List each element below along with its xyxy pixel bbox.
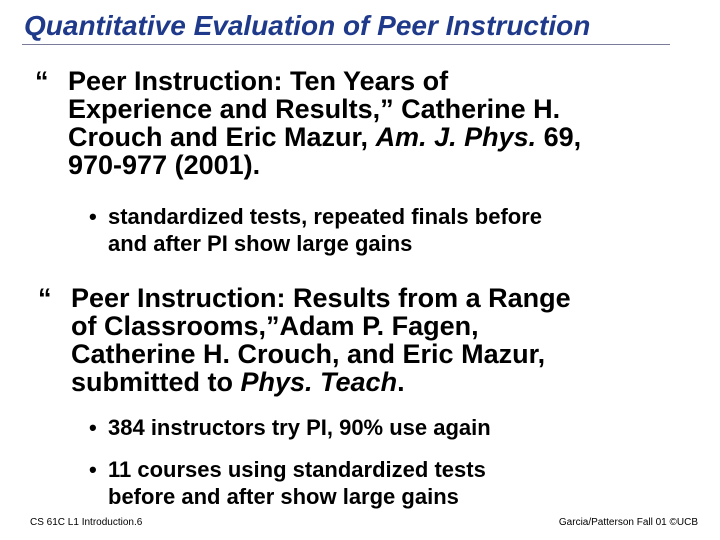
bullet-text-line: 11 courses using standardized tests xyxy=(108,457,486,482)
title-divider xyxy=(22,44,670,45)
bullet-marker: • xyxy=(89,415,97,440)
bullet-item xyxy=(89,456,486,510)
reference-1 xyxy=(35,66,582,180)
footer-left: CS 61C L1 Introduction.6 xyxy=(30,517,143,528)
open-quote: “ xyxy=(38,283,52,313)
bullet-marker: • xyxy=(89,204,97,229)
footer-right: Garcia/Patterson Fall 01 ©UCB xyxy=(558,517,698,528)
bullet-text-line: before and after show large gains xyxy=(108,484,459,509)
reference-2-line-4: submitted to Phys. Teach. xyxy=(71,367,405,397)
journal-name: Phys. Teach xyxy=(240,367,398,397)
reference-1-line-4: 970-977 (2001). xyxy=(68,150,261,180)
bullet-text-line: 384 instructors try PI, 90% use again xyxy=(108,415,491,440)
reference-2 xyxy=(38,283,571,397)
bullet-item xyxy=(89,203,543,257)
reference-2-line-2: of Classrooms,”Adam P. Fagen, xyxy=(71,311,479,341)
bullet-item xyxy=(89,414,491,441)
open-quote: “ xyxy=(35,66,49,96)
reference-1-line-3: Crouch and Eric Mazur, Am. J. Phys. 69, xyxy=(68,122,582,152)
journal-name: Am. J. Phys. xyxy=(375,122,537,152)
reference-1-line-1: Peer Instruction: Ten Years of xyxy=(68,66,449,96)
slide-title: Quantitative Evaluation of Peer Instruction xyxy=(24,10,591,41)
reference-1-line-2: Experience and Results,” Catherine H. xyxy=(68,94,561,124)
reference-2-line-1: Peer Instruction: Results from a Range xyxy=(71,283,571,313)
reference-2-line-3: Catherine H. Crouch, and Eric Mazur, xyxy=(71,339,546,369)
bullet-marker: • xyxy=(89,457,97,482)
bullet-text-line: standardized tests, repeated finals before xyxy=(108,204,543,229)
bullet-text-line: and after PI show large gains xyxy=(108,231,413,256)
